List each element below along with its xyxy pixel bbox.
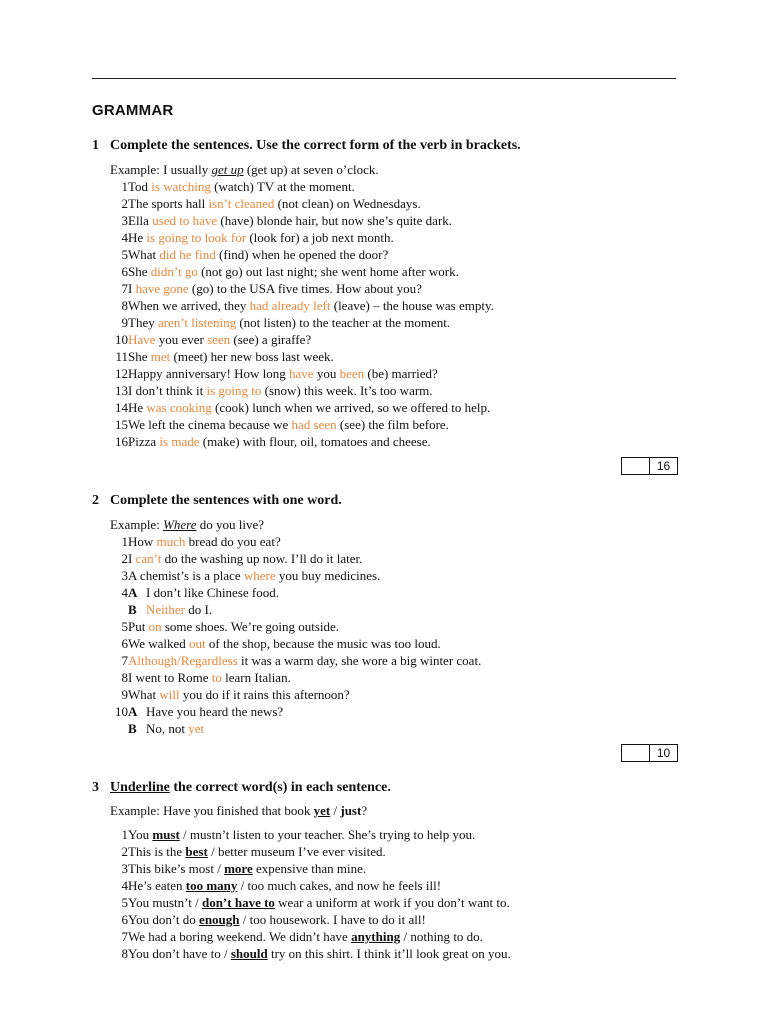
item-text — [128, 314, 450, 331]
item-answer: had already left — [249, 298, 331, 313]
item-text-part: do the washing up now. I’ll do it later. — [161, 551, 363, 566]
item-text-part: We had a boring weekend. We didn’t have — [128, 929, 352, 944]
item-text-part: museum I’ve ever visited. — [247, 844, 386, 859]
item-number: 3 — [121, 213, 128, 228]
item-text — [128, 652, 481, 669]
item-text-part: try on this shirt. I think it’ll look great on you. — [267, 946, 511, 961]
item-text-part: / — [191, 895, 202, 910]
item-text-part: I don’t like Chinese food. — [146, 585, 279, 600]
list-item — [110, 635, 441, 652]
list-item — [110, 652, 482, 669]
item-text-part: wear a uniform at work if you don’t want to. — [274, 895, 510, 910]
item-text-part: it was a warm day, she wore a big winter coat. — [237, 653, 482, 668]
example-selected-option: yet — [313, 803, 331, 818]
item-number: 10 — [115, 332, 128, 347]
item-text-part: He’s eaten — [128, 878, 186, 893]
example-answer: get up — [211, 162, 244, 177]
item-answer: have — [289, 366, 314, 381]
item-text-part: bread do you eat? — [185, 534, 281, 549]
selected-option: enough — [199, 912, 240, 927]
item-text-part: I don’t think it — [128, 383, 207, 398]
option: too much — [247, 878, 297, 893]
item-text-part: We left the cinema because we — [128, 417, 292, 432]
item-number: 9 — [121, 687, 128, 702]
item-answer: did he find — [159, 247, 216, 262]
list-item — [110, 533, 281, 550]
item-number: 8 — [121, 946, 128, 961]
item-answer: seen — [207, 332, 231, 347]
item-number: 3 — [121, 861, 128, 876]
item-number: 15 — [115, 417, 128, 432]
item-number: 6 — [121, 912, 128, 927]
item-text-part: You — [128, 895, 153, 910]
score-total: 10 — [656, 746, 671, 760]
item-text-part: learn Italian. — [221, 670, 291, 685]
item-number: 4 — [121, 585, 128, 600]
item-number: 1 — [121, 179, 128, 194]
item-text — [128, 945, 511, 962]
item-text — [128, 382, 433, 399]
option: too — [249, 912, 267, 927]
item-number: 1 — [121, 534, 128, 549]
list-item — [110, 877, 442, 894]
selected-option: must — [152, 827, 180, 842]
item-number: 2 — [121, 844, 128, 859]
item-text — [128, 229, 394, 246]
item-text — [128, 686, 350, 703]
exercise-instruction: the correct word(s) in each sentence. — [169, 780, 391, 795]
item-text — [128, 433, 431, 450]
item-text — [128, 928, 483, 945]
item-text-part: (not listen) to the teacher at the moment. — [236, 315, 451, 330]
example-text: Example: Have you finished that book — [110, 803, 314, 818]
item-text-part: What — [128, 247, 160, 262]
item-text — [128, 877, 441, 894]
list-item — [110, 382, 433, 399]
score-blank[interactable] — [622, 745, 650, 761]
item-number: 4 — [121, 878, 128, 893]
item-text-part: (leave) – the house was empty. — [330, 298, 494, 313]
item-text-part: (not go) out last night; she went home after work. — [197, 264, 459, 279]
example-text: / — [330, 803, 341, 818]
item-text-part: listen to your teacher. She’s trying to help you. — [229, 827, 476, 842]
item-text-part: Happy anniversary! How long — [128, 366, 290, 381]
option: better — [217, 844, 248, 859]
item-text — [128, 601, 212, 618]
item-number: 16 — [115, 434, 128, 449]
item-number: 7 — [121, 281, 128, 296]
item-number: 5 — [121, 895, 128, 910]
selected-option: more — [224, 861, 253, 876]
item-text-part: She — [128, 349, 151, 364]
item-text-part: I — [128, 551, 136, 566]
item-text-part: This is the — [128, 844, 186, 859]
item-text-part: / — [220, 946, 231, 961]
item-text-part: you buy medicines. — [275, 568, 381, 583]
item-number: 2 — [121, 551, 128, 566]
item-answer: isn’t cleaned — [208, 196, 275, 211]
list-item — [110, 195, 421, 212]
list-item — [110, 826, 476, 843]
item-text — [128, 331, 311, 348]
item-text-part: / — [179, 827, 190, 842]
item-text — [128, 618, 339, 635]
item-text-part: How — [128, 534, 157, 549]
example-text: Example: — [110, 517, 164, 532]
item-text — [128, 550, 362, 567]
exercise-2-title — [92, 493, 342, 509]
item-text-part: (look for) a job next month. — [246, 230, 394, 245]
option: nothing — [410, 929, 451, 944]
item-number: 14 — [115, 400, 128, 415]
list-item — [110, 365, 438, 382]
item-text — [128, 703, 283, 720]
item-text-part: He — [128, 230, 147, 245]
item-text-part: / — [400, 929, 411, 944]
item-text-part: I — [128, 281, 136, 296]
option: mustn’t — [152, 895, 192, 910]
item-text-part: / — [207, 844, 218, 859]
item-text — [128, 860, 366, 877]
list-item — [110, 703, 284, 720]
list-item — [110, 945, 511, 962]
item-text — [128, 246, 388, 263]
item-number: 7 — [121, 653, 128, 668]
item-text — [128, 178, 355, 195]
item-text — [128, 195, 421, 212]
item-text — [128, 567, 380, 584]
item-number: 11 — [115, 349, 128, 364]
option: mustn’t — [189, 827, 230, 842]
list-item — [110, 314, 451, 331]
item-text — [128, 297, 494, 314]
item-answer: out — [189, 636, 206, 651]
list-item — [110, 584, 279, 601]
item-text-part: / — [239, 912, 250, 927]
item-number: 3 — [121, 568, 128, 583]
item-number: 9 — [121, 315, 128, 330]
item-text — [128, 533, 281, 550]
item-number: 1 — [121, 827, 128, 842]
exercise-2-example — [110, 516, 264, 533]
list-item — [110, 601, 213, 618]
item-text-part: some shoes. We’re going outside. — [161, 619, 340, 634]
item-text-part: (cook) lunch when we arrived, so we offered to help. — [211, 400, 491, 415]
example-text: (get up) at seven o’clock. — [243, 162, 379, 177]
list-item — [110, 416, 449, 433]
item-text-part: Have you heard the news? — [146, 704, 284, 719]
item-answer: is made — [159, 434, 200, 449]
item-text — [128, 584, 279, 601]
item-text-part: You don’t do — [128, 912, 200, 927]
exercise-number: 3 — [92, 780, 99, 795]
item-text-part: of the shop, because the music was too loud. — [205, 636, 441, 651]
item-text — [128, 212, 452, 229]
item-number: 6 — [121, 264, 128, 279]
exercise-1-example — [110, 161, 379, 178]
score-total: 16 — [656, 459, 671, 473]
list-item — [110, 928, 483, 945]
item-answer: yet — [188, 721, 205, 736]
item-text — [128, 348, 334, 365]
speaker-label: A — [128, 585, 138, 600]
item-text-part: / — [237, 878, 248, 893]
list-item — [110, 618, 340, 635]
item-text-part: (go) to the USA five times. How about you? — [188, 281, 422, 296]
item-text-part: You — [128, 827, 153, 842]
exercise-2-score-box — [621, 744, 678, 762]
item-answer: Have — [128, 332, 156, 347]
item-text — [128, 826, 475, 843]
item-text-part: This bike’s — [128, 861, 189, 876]
item-answer: aren’t listening — [157, 315, 237, 330]
list-item — [110, 263, 459, 280]
item-text-part: (find) when he opened the door? — [215, 247, 389, 262]
speaker-label: B — [128, 721, 137, 736]
list-item — [110, 860, 367, 877]
selected-option: anything — [351, 929, 401, 944]
item-text-part: you do if it rains this afternoon? — [179, 687, 350, 702]
item-number: 8 — [121, 670, 128, 685]
item-text-part: Put — [128, 619, 149, 634]
item-answer: didn’t go — [150, 264, 198, 279]
exercise-1-title — [92, 138, 521, 154]
exercise-instruction: Complete the sentences with one word. — [110, 493, 342, 508]
item-text-part: They — [128, 315, 158, 330]
item-text — [128, 911, 426, 928]
item-answer: was cooking — [146, 400, 212, 415]
list-item — [110, 178, 355, 195]
item-number: 8 — [121, 298, 128, 313]
item-answer: been — [339, 366, 365, 381]
item-number: 6 — [121, 636, 128, 651]
list-item — [110, 297, 494, 314]
item-answer: Although/Regardless — [128, 653, 238, 668]
item-answer: where — [243, 568, 276, 583]
item-text-part: Tod — [128, 179, 152, 194]
item-answer: had seen — [291, 417, 337, 432]
item-answer: is going to look for — [146, 230, 247, 245]
item-text — [128, 669, 291, 686]
speaker-label: B — [128, 602, 137, 617]
item-text-part: (meet) her new boss last week. — [170, 349, 334, 364]
item-number: 13 — [115, 383, 128, 398]
item-text-part: No, not — [146, 721, 189, 736]
item-text-part: I went to Rome — [128, 670, 212, 685]
exercise-number: 1 — [92, 138, 99, 153]
item-text-part: (have) blonde hair, but now she’s quite dark. — [217, 213, 453, 228]
item-text-part: The sports hall — [128, 196, 209, 211]
list-item — [110, 246, 389, 263]
item-answer: used to have — [152, 213, 218, 228]
list-item — [110, 720, 205, 737]
list-item — [110, 399, 491, 416]
exercise-instruction-underline: Underline — [110, 780, 170, 795]
item-text — [128, 416, 449, 433]
list-item — [110, 280, 422, 297]
item-text-part: A chemist’s is a place — [128, 568, 244, 583]
item-text-part: (snow) this week. It’s too warm. — [261, 383, 433, 398]
example-text: do you live? — [196, 517, 265, 532]
item-text-part: She — [128, 264, 151, 279]
item-text-part: expensive than mine. — [252, 861, 367, 876]
item-number: 12 — [115, 366, 128, 381]
option: most — [188, 861, 214, 876]
item-text-part: housework. I have to do it all! — [266, 912, 426, 927]
item-text-part: Pizza — [128, 434, 160, 449]
item-text — [128, 365, 438, 382]
item-answer: will — [159, 687, 180, 702]
example-answer: Where — [163, 517, 197, 532]
score-blank[interactable] — [622, 458, 650, 474]
list-item — [110, 433, 431, 450]
item-text-part: do I. — [184, 602, 213, 617]
item-text-part: What — [128, 687, 160, 702]
item-number: 5 — [121, 247, 128, 262]
item-text-part: (be) married? — [364, 366, 438, 381]
item-answer: met — [150, 349, 171, 364]
item-number: 5 — [121, 619, 128, 634]
list-item — [110, 686, 350, 703]
list-item — [110, 894, 510, 911]
item-text-part: you ever — [155, 332, 208, 347]
example-text: ? — [361, 803, 368, 818]
item-answer: much — [156, 534, 186, 549]
item-answer: have gone — [135, 281, 189, 296]
item-text — [128, 843, 386, 860]
item-text — [128, 894, 510, 911]
item-answer: Neither — [146, 602, 185, 617]
item-text-part: (not clean) on Wednesdays. — [274, 196, 421, 211]
item-text-part: When we arrived, they — [128, 298, 250, 313]
item-answer: on — [148, 619, 162, 634]
list-item — [110, 229, 394, 246]
item-text-part: (make) with flour, oil, tomatoes and cheese. — [199, 434, 431, 449]
selected-option: best — [185, 844, 208, 859]
exercise-3-title — [92, 780, 391, 796]
item-text — [128, 720, 204, 737]
item-text-part: He — [128, 400, 147, 415]
item-text-part: (watch) TV at the moment. — [210, 179, 355, 194]
item-text-part: Ella — [128, 213, 153, 228]
item-text — [128, 263, 459, 280]
list-item — [110, 911, 426, 928]
item-text-part: (see) a giraffe? — [230, 332, 312, 347]
item-answer: is going to — [206, 383, 262, 398]
item-answer: can’t — [135, 551, 162, 566]
list-item — [110, 567, 381, 584]
item-text — [128, 280, 422, 297]
section-heading: GRAMMAR — [92, 102, 174, 119]
exercise-number: 2 — [92, 493, 99, 508]
item-text — [128, 635, 441, 652]
exercise-3-example — [110, 802, 367, 819]
item-text-part: You don’t have to — [128, 946, 221, 961]
list-item — [110, 669, 291, 686]
item-number: 4 — [121, 230, 128, 245]
list-item — [110, 550, 363, 567]
list-item — [110, 843, 386, 860]
example-option: just — [340, 803, 362, 818]
list-item — [110, 348, 334, 365]
item-number: 10 — [115, 704, 128, 719]
item-text-part: / — [213, 861, 225, 876]
selected-option: should — [230, 946, 268, 961]
item-text-part: you — [313, 366, 340, 381]
selected-option: don’t have to — [201, 895, 275, 910]
item-text-part: (see) the film before. — [336, 417, 449, 432]
item-text-part: cakes, and now he feels ill! — [296, 878, 442, 893]
item-text-part: We walked — [128, 636, 190, 651]
exercise-instruction: Complete the sentences. Use the correct form of the verb in brackets. — [110, 138, 521, 153]
exercise-1-score-box — [621, 457, 678, 475]
item-answer: to — [211, 670, 222, 685]
item-number: 7 — [121, 929, 128, 944]
speaker-label: A — [128, 704, 138, 719]
example-text: Example: I usually — [110, 162, 212, 177]
item-number: 2 — [121, 196, 128, 211]
item-text-part: to do. — [450, 929, 483, 944]
list-item — [110, 212, 453, 229]
top-rule — [92, 78, 676, 79]
selected-option: too many — [185, 878, 238, 893]
item-answer: is watching — [151, 179, 211, 194]
item-text — [128, 399, 490, 416]
list-item — [110, 331, 312, 348]
